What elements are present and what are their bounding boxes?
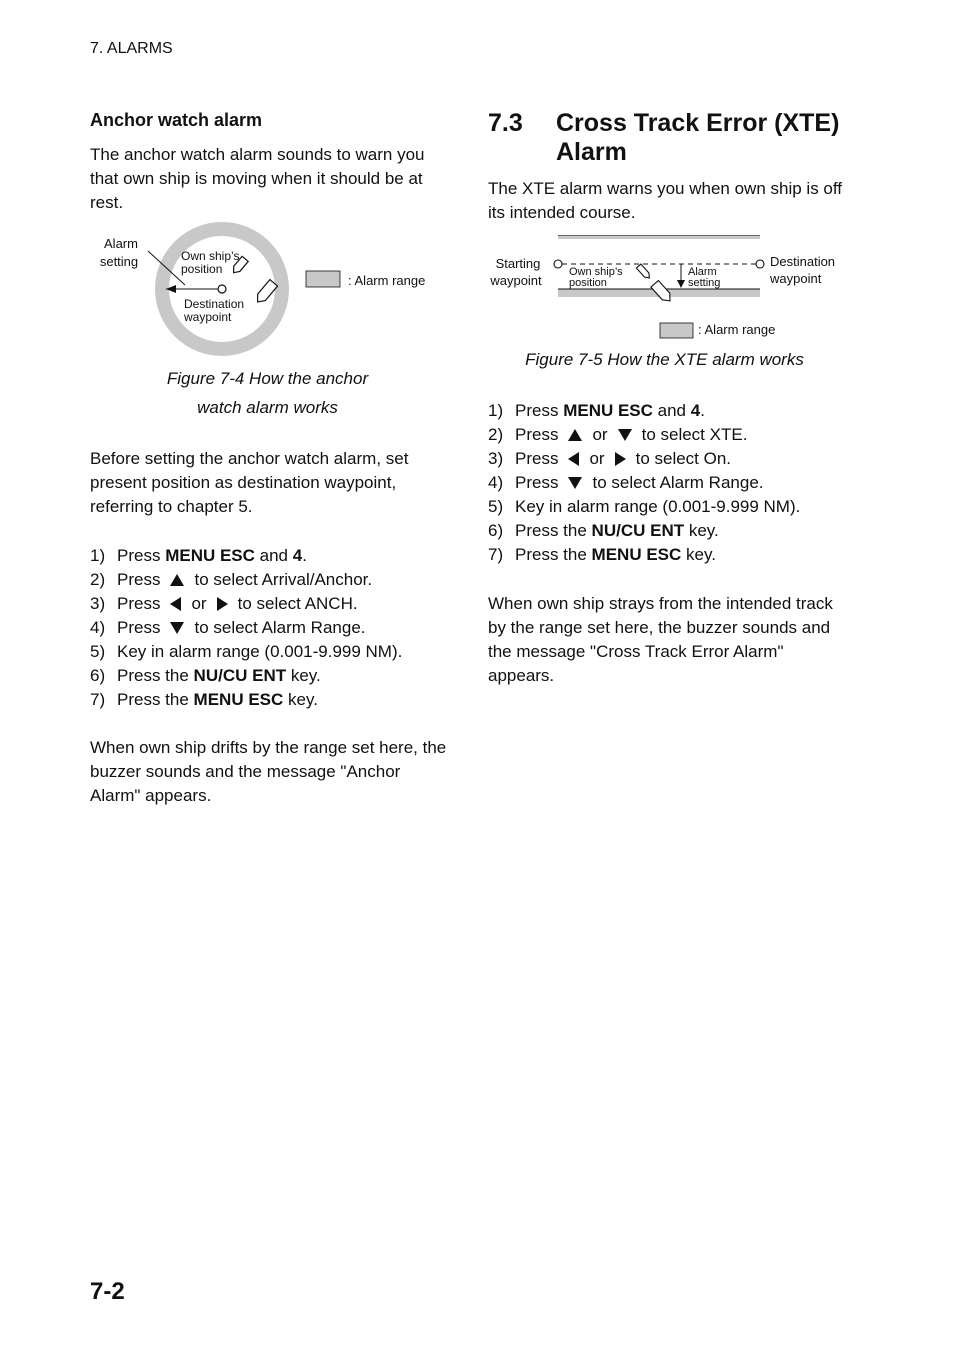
own-ship-label-2: position bbox=[181, 262, 223, 276]
own-ship-label-1: Own ship’s bbox=[181, 249, 240, 263]
anchor-steps bbox=[90, 544, 402, 712]
down-arrow-icon bbox=[170, 622, 184, 634]
right-arrow-icon bbox=[615, 452, 626, 466]
list-item: 3) Press or to select On. bbox=[488, 449, 732, 468]
list-item: 7) Press the MENU ESC key. bbox=[90, 690, 318, 709]
alarm-setting-arrow-icon bbox=[677, 280, 685, 288]
list-item: 7) Press the MENU ESC key. bbox=[488, 545, 716, 564]
xte-figure bbox=[486, 226, 856, 346]
alarm-range-band-top bbox=[558, 236, 760, 239]
list-item: 2) Press or to select XTE. bbox=[488, 425, 748, 444]
anchor-heading: Anchor watch alarm bbox=[90, 110, 263, 130]
destination-label-1: Destination bbox=[770, 254, 836, 269]
up-arrow-icon bbox=[170, 574, 184, 586]
alarm-range-legend: : Alarm range bbox=[348, 273, 426, 288]
up-arrow-icon bbox=[568, 429, 582, 441]
list-item: 1) Press MENU ESC and 4 . bbox=[90, 546, 307, 565]
alarm-setting-label-1: Alarm bbox=[688, 266, 717, 278]
alarm-setting-label-2: setting bbox=[99, 254, 139, 269]
anchor-prerequisite: Before setting the anchor watch alarm, set present position as destination waypoint, referring to chapter 5. bbox=[90, 449, 409, 516]
xte-outro: When own ship strays from the intended track by the range set here, the buzzer sounds and the message "Cross Track Error Alarm" appears. bbox=[488, 594, 833, 685]
list-item: 5) Key in alarm range (0.001-9.999 NM). bbox=[90, 642, 403, 661]
starting-label-2: waypoint bbox=[490, 273, 542, 288]
left-arrow-icon bbox=[170, 597, 181, 611]
list-item: 4) Press to select Alarm Range. bbox=[488, 473, 764, 492]
alarm-setting-label-1: Alarm bbox=[104, 236, 138, 251]
anchor-intro: The anchor watch alarm sounds to warn you that own ship is moving when it should be at rest. bbox=[90, 145, 425, 212]
list-item: 1) Press MENU ESC and 4 . bbox=[488, 401, 705, 420]
destination-label-2: waypoint bbox=[184, 310, 232, 324]
list-item: 4) Press to select Alarm Range. bbox=[90, 618, 366, 637]
ship-icon bbox=[636, 264, 651, 280]
anchor-outro: When own ship drifts by the range set here, the buzzer sounds and the message "Anchor Alarm" appears. bbox=[90, 738, 447, 805]
section-title: Cross Track Error (XTE) Alarm bbox=[556, 109, 840, 166]
destination-waypoint-mark bbox=[756, 260, 764, 268]
alarm-range-swatch bbox=[660, 323, 693, 338]
chapter-header: 7. ALARMS bbox=[90, 40, 173, 57]
down-arrow-icon bbox=[568, 477, 582, 489]
destination-waypoint-mark bbox=[218, 285, 226, 293]
down-arrow-icon bbox=[618, 429, 632, 441]
figure-caption-line-2: watch alarm works bbox=[197, 398, 338, 417]
list-item: 3) Press or to select ANCH. bbox=[90, 594, 358, 613]
xte-steps bbox=[488, 399, 800, 567]
list-item: 5) Key in alarm range (0.001-9.999 NM). bbox=[488, 497, 801, 516]
alarm-setting-label-2: setting bbox=[688, 277, 721, 289]
list-item: 6) Press the NU/CU ENT key. bbox=[90, 666, 321, 685]
destination-label-2: waypoint bbox=[770, 271, 822, 286]
xte-intro: The XTE alarm warns you when own ship is off its intended course. bbox=[488, 179, 843, 222]
alarm-range-legend: : Alarm range bbox=[698, 322, 776, 337]
figure-caption-line-1: Figure 7-4 How the anchor bbox=[166, 369, 369, 388]
left-arrow-icon bbox=[568, 452, 579, 466]
alarm-range-swatch bbox=[306, 271, 340, 287]
destination-label-1: Destination bbox=[184, 297, 245, 311]
section-number: 7.3 bbox=[488, 109, 523, 137]
anchor-figure bbox=[90, 220, 450, 365]
figure-caption: Figure 7-5 How the XTE alarm works bbox=[525, 350, 804, 369]
page-number: 7-2 bbox=[90, 1278, 125, 1305]
own-ship-label-1: Own ship’s bbox=[569, 266, 623, 278]
starting-waypoint-mark bbox=[554, 260, 562, 268]
own-ship-label-2: position bbox=[569, 277, 607, 289]
list-item: 2) Press to select Arrival/Anchor. bbox=[90, 570, 373, 589]
list-item: 6) Press the NU/CU ENT key. bbox=[488, 521, 719, 540]
starting-label-1: Starting bbox=[495, 256, 541, 271]
right-arrow-icon bbox=[217, 597, 228, 611]
